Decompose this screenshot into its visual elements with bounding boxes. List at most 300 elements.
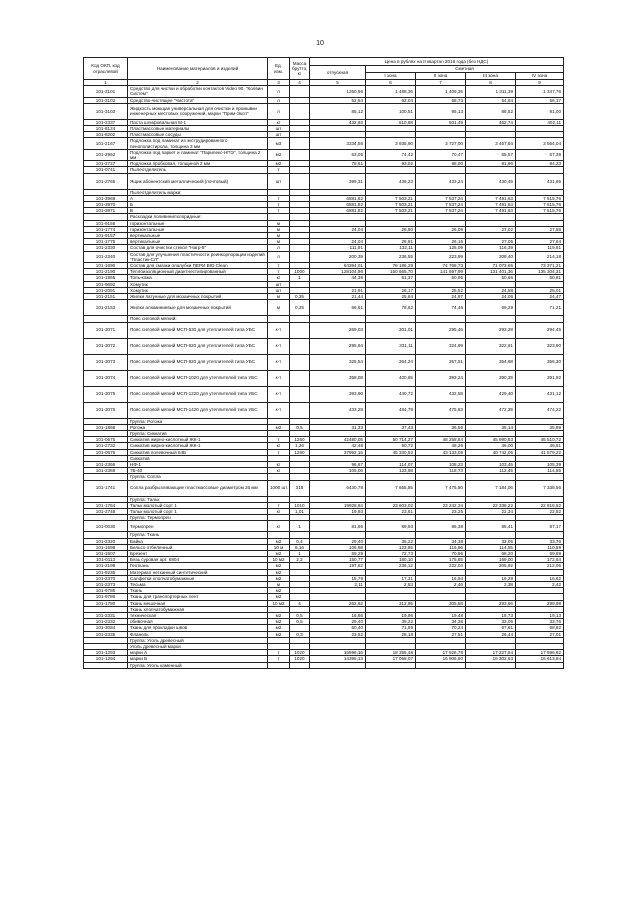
cell-name: Хомутик <box>128 287 268 293</box>
cell-price-zone-1: 23 603,02 <box>366 502 416 508</box>
cell-price-zone-3: 24,58 <box>466 287 516 293</box>
cell-price-retail: 325,54 <box>310 354 366 370</box>
cell-name: Рогожа <box>128 424 268 430</box>
cell-price-zone-4: 294,45 <box>516 322 564 338</box>
cell-price-zone-2: 50,95 <box>416 275 466 281</box>
cell-code: 101-3102 <box>84 97 128 103</box>
cell-price-retail: 37952,15 <box>310 449 366 455</box>
cell-name: Подложка под ламинат из экструдированного пенополистирола, толщина 3 мм <box>128 138 268 149</box>
cell-price-zone-3: 67,61 <box>466 625 516 631</box>
cell-mass <box>290 338 310 354</box>
cell-code: 101-9157 <box>84 233 128 239</box>
cell-price-zone-1: 510,88 <box>366 119 416 125</box>
cell-price-zone-3: 26,44 <box>466 631 516 637</box>
cell-code: 101-3084 <box>84 625 128 631</box>
cell-price-zone-3: 45 990,83 <box>466 437 516 443</box>
cell-price-zone-1: 400,65 <box>366 370 416 386</box>
cell-code: 101-2198 <box>84 563 128 569</box>
cell-unit: кг <box>268 275 290 281</box>
cell-price-zone-2: 393,24 <box>416 370 466 386</box>
header-mass: Масса брутто, кг <box>290 58 310 80</box>
cell-price-retail: 6881,82 <box>310 208 366 214</box>
cell-price-zone-3: 1 311,39 <box>466 86 516 97</box>
cell-price-zone-2: 295,46 <box>416 322 466 338</box>
cell-unit: м <box>268 226 290 232</box>
cell-unit: к-т <box>268 338 290 354</box>
cell-price-zone-4: 19,13 <box>516 612 564 618</box>
cell-price-zone-3: 103,45 <box>466 461 516 467</box>
cell-price-zone-4: 114,55 <box>516 468 564 474</box>
cell-price-zone-3: 114,55 <box>466 544 516 550</box>
cell-mass <box>290 402 310 418</box>
cell-name: Салфетки хлопчатобумажные <box>128 575 268 581</box>
cell-unit: м2 <box>268 575 290 581</box>
cell-price-zone-2: 26,15 <box>416 239 466 245</box>
cell-price-zone-4: 73 371,21 <box>516 263 564 269</box>
cell-price-retail: 105,06 <box>310 468 366 474</box>
cell-code: 101-1780 <box>84 600 128 606</box>
cell-name: Группа: Уголь древесный <box>128 637 268 643</box>
cell-price-zone-4: 69,69 <box>516 550 564 556</box>
cell-unit: м2 <box>268 625 290 631</box>
header-num: 9 <box>516 80 564 86</box>
cell-price-zone-3: 472,35 <box>466 402 516 418</box>
cell-price-zone-2: 222,04 <box>416 563 466 569</box>
cell-unit: м3 <box>268 138 290 149</box>
cell-price-zone-1: 114,07 <box>366 461 416 467</box>
cell-price-zone-1: 37,43 <box>366 424 416 430</box>
cell-code: 101-0030 <box>84 521 128 532</box>
cell-price-zone-3: 71 073,65 <box>466 263 516 269</box>
cell-name: Пояс силовой мягкий: <box>128 316 268 322</box>
cell-price-zone-2: 125,09 <box>416 245 466 251</box>
cell-code: 101-9785 <box>84 588 128 594</box>
cell-price-zone-4: 212,05 <box>516 563 564 569</box>
cell-price-zone-3: 208,40 <box>466 251 516 262</box>
cell-price-zone-2: 74 768,73 <box>416 263 466 269</box>
cell-name: Подложка под паркет и ламинат "Парилекс-НПЭ", толщина 2 мм <box>128 149 268 160</box>
cell-price-zone-3: 2,38 <box>466 581 516 587</box>
cell-price-zone-4: 172,64 <box>516 557 564 563</box>
table-row <box>84 322 564 338</box>
cell-price-zone-3: 85,41 <box>466 521 516 532</box>
cell-price-zone-1: 440,72 <box>366 386 416 402</box>
cell-price-zone-4: 27,58 <box>516 226 564 232</box>
cell-code: 101-2732 <box>84 443 128 449</box>
cell-mass: 1020 <box>290 650 310 656</box>
cell-code: 101-2331 <box>84 612 128 618</box>
cell-unit: м2 <box>268 631 290 637</box>
cell-price-zone-2: 43 133,08 <box>416 449 466 455</box>
cell-unit: м <box>268 239 290 245</box>
cell-unit: 10 м2 <box>268 600 290 606</box>
cell-price-zone-3: 462,74 <box>466 119 516 125</box>
cell-unit: т <box>268 656 290 662</box>
cell-price-zone-1: 28,80 <box>366 226 416 232</box>
cell-price-zone-1: 35,22 <box>366 619 416 625</box>
table-row <box>84 338 564 354</box>
cell-mass: 1 <box>290 275 310 281</box>
cell-mass: 2,2 <box>290 557 310 563</box>
cell-code: 101-0741 <box>84 167 128 173</box>
cell-code: 101-2366 <box>84 461 128 467</box>
cell-price-zone-4: 27,01 <box>516 631 564 637</box>
cell-price-zone-2: 432,58 <box>416 386 466 402</box>
cell-name: А <box>128 195 268 201</box>
cell-unit: кг <box>268 119 290 125</box>
cell-code: 101-9692 <box>84 281 128 287</box>
cell-unit: м <box>268 300 290 316</box>
cell-price-zone-4: 110,59 <box>516 544 564 550</box>
cell-name: Тесьма <box>128 581 268 587</box>
cell-unit: м2 <box>268 149 290 160</box>
cell-price-zone-1: 123,85 <box>366 544 416 550</box>
cell-mass: 4 <box>290 600 310 606</box>
cell-name: Группа: Уголь каменный <box>128 662 268 668</box>
cell-price-retail: 393,90 <box>310 386 366 402</box>
cell-name: Подложка пробковая, толщиной 2 мм <box>128 161 268 167</box>
cell-price-zone-2: 70,96 <box>416 550 466 556</box>
cell-price-zone-3: 35,14 <box>466 424 516 430</box>
cell-name: Пояс силовой мягкий МСП-620 для утеплителей типа УБС <box>128 338 268 354</box>
cell-unit: кг <box>268 521 290 532</box>
cell-name: Пылеотделитель <box>128 167 268 173</box>
cell-price-zone-1: 50,72 <box>366 443 416 449</box>
cell-price-zone-3: 169,00 <box>466 557 516 563</box>
cell-price-zone-4: 7 515,76 <box>516 208 564 214</box>
cell-code: 101-3971 <box>84 208 128 214</box>
cell-price-zone-4: 91,00 <box>516 103 564 119</box>
cell-unit: т <box>268 502 290 508</box>
cell-price-zone-2: 433,24 <box>416 173 466 189</box>
cell-price-zone-1: 100,51 <box>366 103 416 119</box>
cell-price-zone-2: 475,83 <box>416 402 466 418</box>
cell-unit: т <box>268 195 290 201</box>
cell-price-retail: 85,12 <box>310 103 366 119</box>
cell-price-zone-3: 40 742,05 <box>466 449 516 455</box>
cell-name: Бязь суровая арт. 6804 <box>128 557 268 563</box>
cell-mass: 1020 <box>290 656 310 662</box>
cell-price-retail: 432,93 <box>310 119 366 125</box>
cell-mass: 1 <box>290 521 310 532</box>
cell-unit: шт <box>268 132 290 138</box>
cell-code: 101-0675 <box>84 437 128 443</box>
cell-mass: 0,5 <box>290 612 310 618</box>
cell-unit: кг <box>268 508 290 514</box>
cell-price-retail: 21,44 <box>310 294 366 300</box>
cell-price-zone-2: 118,73 <box>416 468 466 474</box>
cell-unit: кг <box>268 461 290 467</box>
cell-price-retail: 19928,84 <box>310 502 366 508</box>
cell-unit: т <box>268 263 290 269</box>
cell-mass <box>290 370 310 386</box>
cell-price-zone-3: 354,88 <box>466 354 516 370</box>
cell-mass: 0,3 <box>290 631 310 637</box>
cell-price-zone-2: 86,38 <box>416 521 466 532</box>
cell-code: 101-2370 <box>84 575 128 581</box>
cell-name: Байка <box>128 538 268 544</box>
cell-price-retail: 433,29 <box>310 402 366 418</box>
cell-code: 101-9786 <box>84 594 128 600</box>
cell-price-zone-4: 67,39 <box>516 149 564 160</box>
cell-price-zone-1: 45 330,52 <box>366 449 416 455</box>
cell-code: 101-1868 <box>84 424 128 430</box>
cell-code: 101-1741 <box>84 480 128 496</box>
cell-code: 101-1293 <box>84 650 128 656</box>
cell-price-zone-3: 16 302,63 <box>466 656 516 662</box>
cell-price-retail: 295,94 <box>310 338 366 354</box>
cell-price-zone-4: 7 515,76 <box>516 195 564 201</box>
cell-price-retail: 6881,82 <box>310 195 366 201</box>
cell-price-retail: 60,40 <box>310 625 366 631</box>
cell-price-zone-3: 33,05 <box>466 538 516 544</box>
cell-unit: л <box>268 97 290 103</box>
cell-price-zone-2: 58,73 <box>416 97 466 103</box>
cell-price-zone-4: 16 613,84 <box>516 656 564 662</box>
cell-unit: м2 <box>268 563 290 569</box>
cell-unit: кг <box>268 443 290 449</box>
header-num: 4 <box>290 80 310 86</box>
cell-unit: к-т <box>268 370 290 386</box>
cell-name: Толь-кожа <box>128 275 268 281</box>
cell-price-zone-1: 74,42 <box>366 149 416 160</box>
cell-code: 101-1507 <box>84 550 128 556</box>
cell-price-retail: 16,66 <box>310 612 366 618</box>
cell-price-zone-4: 22 816,52 <box>516 502 564 508</box>
table-row <box>84 386 564 402</box>
cell-price-retail: 21,91 <box>310 287 366 293</box>
price-table <box>83 57 564 669</box>
cell-price-retail: 269,03 <box>310 322 366 338</box>
cell-unit: т <box>268 449 290 455</box>
cell-price-zone-1: 7 503,21 <box>366 195 416 201</box>
cell-code: 101-3103 <box>84 103 128 119</box>
cell-price-retail: 24,04 <box>310 226 366 232</box>
cell-price-zone-3: 22 336,22 <box>466 502 516 508</box>
cell-price-zone-2: 34,38 <box>416 538 466 544</box>
cell-price-retail: 262,62 <box>310 600 366 606</box>
cell-unit: л <box>268 86 290 97</box>
cell-price-zone-2: 19,48 <box>416 612 466 618</box>
cell-price-zone-4: 71,21 <box>516 300 564 316</box>
cell-price-zone-3: 68,20 <box>466 550 516 556</box>
cell-name: Сиккатив <box>128 455 268 461</box>
cell-code <box>84 662 128 668</box>
cell-price-zone-3: 54,64 <box>466 97 516 103</box>
cell-price-retail: 358,08 <box>310 370 366 386</box>
cell-price-retail <box>310 662 366 668</box>
cell-code: 101-0113 <box>84 557 128 563</box>
cell-name: Уголь древесный марки <box>128 644 268 650</box>
cell-price-zone-3: 22,34 <box>466 508 516 514</box>
cell-code: 101-3073 <box>84 354 128 370</box>
cell-code: 101-3969 <box>84 195 128 201</box>
cell-name: горизонтальные <box>128 226 268 232</box>
table-body <box>84 86 564 669</box>
cell-name: вертикальные <box>128 239 268 245</box>
table-row <box>84 480 564 496</box>
cell-code: 101-2335 <box>84 631 128 637</box>
cell-price-retail: 15,79 <box>310 575 366 581</box>
cell-name: Ткань <box>128 588 268 594</box>
cell-name: Жидкость моющая универсальная для очистки и промывки инженерных местовых сооружений, марки "Прим-Эксп" <box>128 103 268 119</box>
cell-code: 101-2373 <box>84 581 128 587</box>
cell-name: Ткань хлопчатобумажная <box>128 606 268 612</box>
cell-mass: 1 <box>290 550 310 556</box>
cell-name: Группа: Сиккатив <box>128 430 268 436</box>
cell-price-zone-4: 25,01 <box>516 287 564 293</box>
cell-name: марки А <box>128 650 268 656</box>
cell-price-zone-2: 305,58 <box>416 600 466 606</box>
cell-price-retail: 6881,82 <box>310 202 366 208</box>
cell-price-zone-4: 391,92 <box>516 370 564 386</box>
cell-price-zone-3: 205,92 <box>466 563 516 569</box>
cell-price-zone-1: 71,59 <box>366 625 416 631</box>
header-zone-1: I зона <box>366 73 416 80</box>
cell-price-zone-4 <box>516 662 564 668</box>
cell-price-zone-2: 48,26 <box>416 443 466 449</box>
cell-name: Средство для чистки и обработки контактов Video 90, "Колвин Систем" <box>128 86 268 97</box>
cell-price-zone-4: 24,47 <box>516 294 564 300</box>
cell-price-zone-3: 429,40 <box>466 386 516 402</box>
cell-unit: м2 <box>268 424 290 430</box>
cell-code: 101-1690 <box>84 263 128 269</box>
cell-code: 101-3074 <box>84 370 128 386</box>
cell-unit: шт <box>268 173 290 189</box>
cell-price-zone-4: 299,98 <box>516 600 564 606</box>
cell-price-zone-3: 293,66 <box>466 600 516 606</box>
cell-name: Группа: Термопрен <box>128 515 268 521</box>
cell-unit: м <box>268 294 290 300</box>
cell-price-retail: 66,61 <box>310 300 366 316</box>
cell-price-zone-1: 364,24 <box>366 354 416 370</box>
cell-price-zone-1: 2,53 <box>366 581 416 587</box>
table-row <box>84 251 564 262</box>
header-code: Код ОКП, код отраслевой <box>84 58 128 80</box>
cell-price-zone-4: 16,62 <box>516 575 564 581</box>
cell-price-zone-1: 93,02 <box>366 161 416 167</box>
table-row <box>84 300 564 316</box>
cell-name: 7Б-40 <box>128 468 268 474</box>
cell-mass: 0,5 <box>290 619 310 625</box>
cell-code: 101-2153 <box>84 300 128 316</box>
cell-price-zone-1: 51,37 <box>366 275 416 281</box>
cell-name: Брезент <box>128 550 268 556</box>
cell-price-zone-2: 23 242,34 <box>416 502 466 508</box>
cell-price-zone-2: 88,00 <box>416 161 466 167</box>
cell-name: Состав для очистки стекол "Нагр-5" <box>128 245 268 251</box>
cell-unit: 10 м <box>268 544 290 550</box>
header-zone-4: IV зона <box>516 73 564 80</box>
table-row <box>84 370 564 386</box>
table-row <box>84 149 564 160</box>
cell-price-zone-1: 28,18 <box>366 631 416 637</box>
cell-name: Тальк молотый сорт 1 <box>128 508 268 514</box>
cell-name: Группа: Ткань <box>128 532 268 538</box>
cell-mass: 0,25 <box>290 300 310 316</box>
cell-code: 101-2340 <box>84 251 128 262</box>
cell-mass: 318 <box>290 480 310 496</box>
header-price-title: Цена в рублях на II квартал 2016 года (без НДС) <box>310 58 564 66</box>
cell-unit: м <box>268 220 290 226</box>
cell-code: 101-2337 <box>84 119 128 125</box>
cell-mass <box>290 251 310 262</box>
cell-price-zone-4: 68,82 <box>516 625 564 631</box>
cell-name: Сиккатив жирно-кислотный ЖК-1 <box>128 437 268 443</box>
cell-price-zone-3: 18,73 <box>466 612 516 618</box>
cell-price-zone-2: 501,49 <box>416 119 466 125</box>
cell-price-zone-1: 7 655,85 <box>366 480 416 496</box>
cell-price-retail: 14395,13 <box>310 656 366 662</box>
header-num: 8 <box>466 80 516 86</box>
cell-price-zone-2: 7 475,80 <box>416 480 466 496</box>
cell-price-zone-4: 56,17 <box>516 97 564 103</box>
cell-name: марки Б <box>128 656 268 662</box>
cell-price-zone-3: 7 184,06 <box>466 480 516 496</box>
header-num: 5 <box>310 80 366 86</box>
cell-name: Пояс силовой мягкий МСП-1420 для утеплителей типа УБС <box>128 402 268 418</box>
header-num: 7 <box>416 80 466 86</box>
cell-price-zone-2: 141 697,99 <box>416 269 466 275</box>
cell-price-zone-2: 23,25 <box>416 508 466 514</box>
cell-price-zone-3: 46,00 <box>466 443 516 449</box>
cell-code: 101-2091 <box>84 287 128 293</box>
cell-code: 101-2320 <box>84 538 128 544</box>
cell-price-zone-2: 95,13 <box>416 103 466 119</box>
cell-price-zone-1: 50 714,27 <box>366 437 416 443</box>
cell-price-zone-3: 131 401,36 <box>466 269 516 275</box>
cell-price-zone-2: 16 906,60 <box>416 656 466 662</box>
cell-price-zone-3: 81,96 <box>466 161 516 167</box>
cell-name: Состав для смазки опалубки ПЕРИ ВЮ Clean <box>128 263 268 269</box>
cell-price-zone-3: 3 467,64 <box>466 138 516 149</box>
cell-mass <box>290 86 310 97</box>
cell-price-zone-2: 16,94 <box>416 575 466 581</box>
cell-price-zone-3: 27,05 <box>466 239 516 245</box>
cell-unit: л <box>268 251 290 262</box>
cell-price-zone-1: 3 935,90 <box>366 138 416 149</box>
cell-mass <box>290 322 310 338</box>
cell-price-zone-1: 26,17 <box>366 287 416 293</box>
cell-name: Пластмассовые сосуды <box>128 132 268 138</box>
cell-price-zone-2: 34,38 <box>416 619 466 625</box>
cell-price-zone-4: 41 579,22 <box>516 449 564 455</box>
cell-price-zone-4: 50,81 <box>516 275 564 281</box>
header-num: 3 <box>268 80 290 86</box>
cell-price-zone-4: 402,11 <box>516 119 564 125</box>
cell-price-zone-4: 33,76 <box>516 619 564 625</box>
cell-price-zone-1: 180,10 <box>366 557 416 563</box>
cell-price-zone-2: 7 537,24 <box>416 208 466 214</box>
header-num: 2 <box>128 80 268 86</box>
cell-price-zone-1: 23,61 <box>366 508 416 514</box>
cell-price-zone-2: 324,99 <box>416 338 466 354</box>
cell-name: Средство-чистящее "Чистота" <box>128 97 268 103</box>
cell-code: 101-2727 <box>84 161 128 167</box>
cell-name: вертикальные <box>128 233 268 239</box>
cell-code: 101-8124 <box>84 126 128 132</box>
cell-price-zone-3: 430,45 <box>466 173 516 189</box>
cell-unit: шт <box>268 126 290 132</box>
cell-price-zone-2: 70,24 <box>416 625 466 631</box>
cell-mass: 1010 <box>290 502 310 508</box>
cell-price-retail: 29,40 <box>310 538 366 544</box>
cell-price-zone-2: 24,97 <box>416 294 466 300</box>
cell-price-zone-4: 35,89 <box>516 424 564 430</box>
cell-price-retail: 15596,16 <box>310 650 366 656</box>
cell-code: 101-1598 <box>84 544 128 550</box>
cell-unit: м <box>268 581 290 587</box>
